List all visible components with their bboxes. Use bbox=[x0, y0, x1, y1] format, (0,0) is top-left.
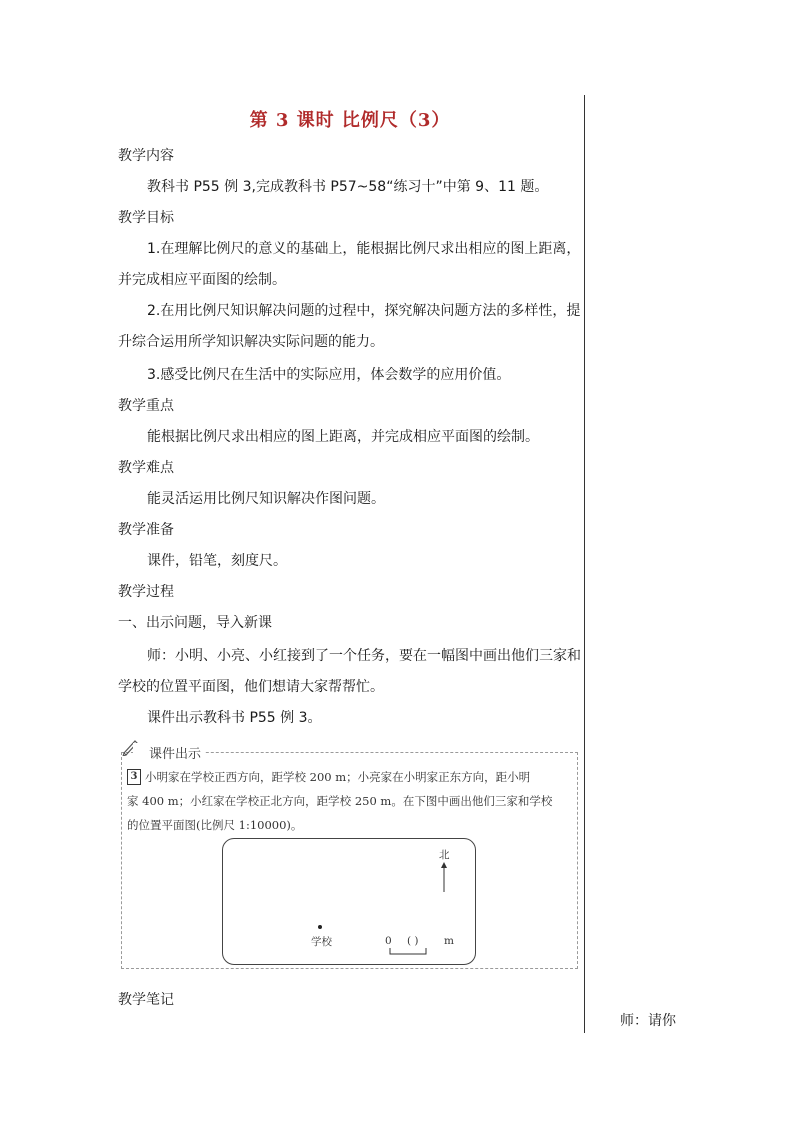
key-heading: 教学重点 bbox=[118, 398, 174, 414]
side-note: 师：请你 bbox=[620, 1013, 676, 1029]
north-arrow-icon bbox=[439, 861, 449, 893]
content-heading: 教学内容 bbox=[118, 148, 174, 164]
north-label: 北 bbox=[439, 849, 450, 861]
difficult-heading: 教学难点 bbox=[118, 460, 174, 476]
courseware-tag: 课件出示 bbox=[133, 743, 205, 762]
notes-heading: 教学笔记 bbox=[118, 992, 174, 1008]
teacher-line-2: 学校的位置平面图，他们想请大家帮帮忙。 bbox=[118, 679, 384, 695]
task-line-1-text: 小明家在学校正西方向，距学校 200 m；小亮家在小明家正东方向，距小明 bbox=[145, 770, 531, 784]
prep-text: 课件，铅笔，刻度尺。 bbox=[147, 553, 287, 569]
process-heading: 教学过程 bbox=[118, 584, 174, 600]
teacher-line-1: 师：小明、小亮、小红接到了一个任务，要在一幅图中画出他们三家和 bbox=[147, 648, 581, 664]
task-line-2: 家 400 m；小红家在学校正北方向，距学校 250 m。在下图中画出他们三家和学校 bbox=[127, 794, 553, 808]
prep-heading: 教学准备 bbox=[118, 522, 174, 538]
task-line-1 bbox=[127, 765, 577, 789]
goal-3: 3.感受比例尺在生活中的实际应用，体会数学的应用价值。 bbox=[147, 367, 511, 383]
example-number-badge: 3 bbox=[127, 769, 141, 785]
goal-2-line-2: 升综合运用所学知识解决实际问题的能力。 bbox=[118, 334, 384, 350]
goal-2-line-1: 2.在用比例尺知识解决问题的过程中，探究解决问题方法的多样性，提 bbox=[147, 303, 581, 319]
content-text: 教科书 P55 例 3,完成教科书 P57~58“练习十”中第 9、11 题。 bbox=[147, 179, 549, 195]
goals-heading: 教学目标 bbox=[118, 210, 174, 226]
goal-1-line-2: 并完成相应平面图的绘制。 bbox=[118, 272, 286, 288]
task-line-3: 的位置平面图(比例尺 1:10000)。 bbox=[127, 818, 303, 832]
scale-unit: m bbox=[444, 935, 454, 947]
margin-divider bbox=[584, 95, 585, 1033]
scale-blank: ( ) bbox=[407, 935, 419, 947]
school-label: 学校 bbox=[311, 936, 332, 948]
step-1-heading: 一、出示问题，导入新课 bbox=[118, 615, 272, 631]
courseware-task bbox=[127, 765, 577, 837]
scale-zero: 0 bbox=[385, 935, 392, 947]
map-diagram bbox=[222, 838, 476, 965]
page-title: 第 3 课时 比例尺（3） bbox=[249, 110, 451, 131]
show-text: 课件出示教科书 P55 例 3。 bbox=[147, 710, 322, 726]
goal-1-line-1: 1.在理解比例尺的意义的基础上，能根据比例尺求出相应的图上距离， bbox=[147, 241, 581, 257]
school-dot bbox=[318, 925, 322, 929]
scale-bar bbox=[389, 947, 429, 957]
key-text: 能根据比例尺求出相应的图上距离，并完成相应平面图的绘制。 bbox=[147, 429, 539, 445]
difficult-text: 能灵活运用比例尺知识解决作图问题。 bbox=[147, 491, 385, 507]
